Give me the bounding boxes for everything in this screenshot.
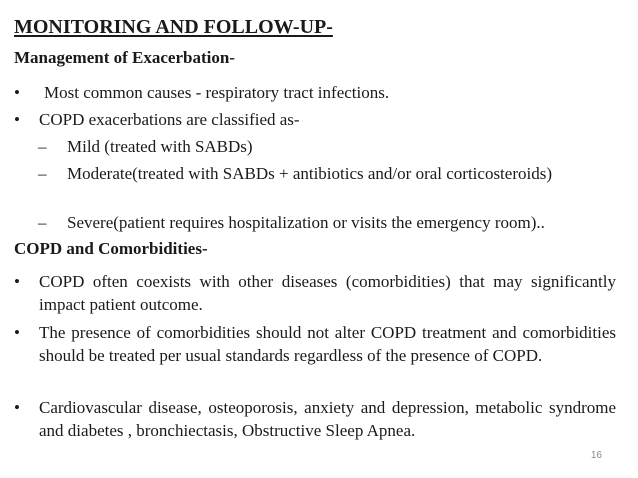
sub-item <box>38 135 616 158</box>
bullet-item <box>14 270 616 316</box>
dash-marker: – <box>38 213 47 232</box>
sub-item-text: Mild (treated with SABDs) <box>67 137 253 156</box>
bullet-item <box>14 108 616 131</box>
sub-item <box>38 162 616 185</box>
bullet-marker: • <box>14 323 20 342</box>
section-heading-exacerbation: Management of Exacerbation- <box>14 48 235 67</box>
sub-item-text: Moderate(treated with SABDs + antibiotics and/or oral corticosteroids) <box>67 164 552 183</box>
bullet-text: COPD exacerbations are classified as- <box>39 110 300 129</box>
bullet-marker: • <box>14 110 20 129</box>
bullet-item <box>14 396 616 442</box>
sub-item-text: Severe(patient requires hospitalization or visits the emergency room).. <box>67 213 545 232</box>
dash-marker: – <box>38 164 47 183</box>
bullet-text: The presence of comorbidities should not alter COPD treatment and comorbidities should be treated per usual standards regardless of the presence of COPD. <box>39 323 616 365</box>
bullet-marker: • <box>14 272 20 291</box>
section-heading-comorbidities: COPD and Comorbidities- <box>14 239 208 258</box>
bullet-marker: • <box>14 83 20 102</box>
sub-item <box>38 211 616 234</box>
slide-number: 16 <box>590 450 602 461</box>
bullet-text: COPD often coexists with other diseases (comorbidities) that may significantly impact patient outcome. <box>39 272 616 314</box>
bullet-text: Most common causes - respiratory tract infections. <box>44 83 390 102</box>
dash-marker: – <box>38 137 47 156</box>
bullet-item <box>14 81 616 104</box>
bullet-text: Cardiovascular disease, osteoporosis, anxiety and depression, metabolic syndrome and diabetes , bronchiectasis, Obstructive Sleep Apnea. <box>39 398 616 440</box>
bullet-item <box>14 321 616 367</box>
bullet-marker: • <box>14 398 20 417</box>
slide-title: MONITORING AND FOLLOW-UP- <box>14 16 333 38</box>
